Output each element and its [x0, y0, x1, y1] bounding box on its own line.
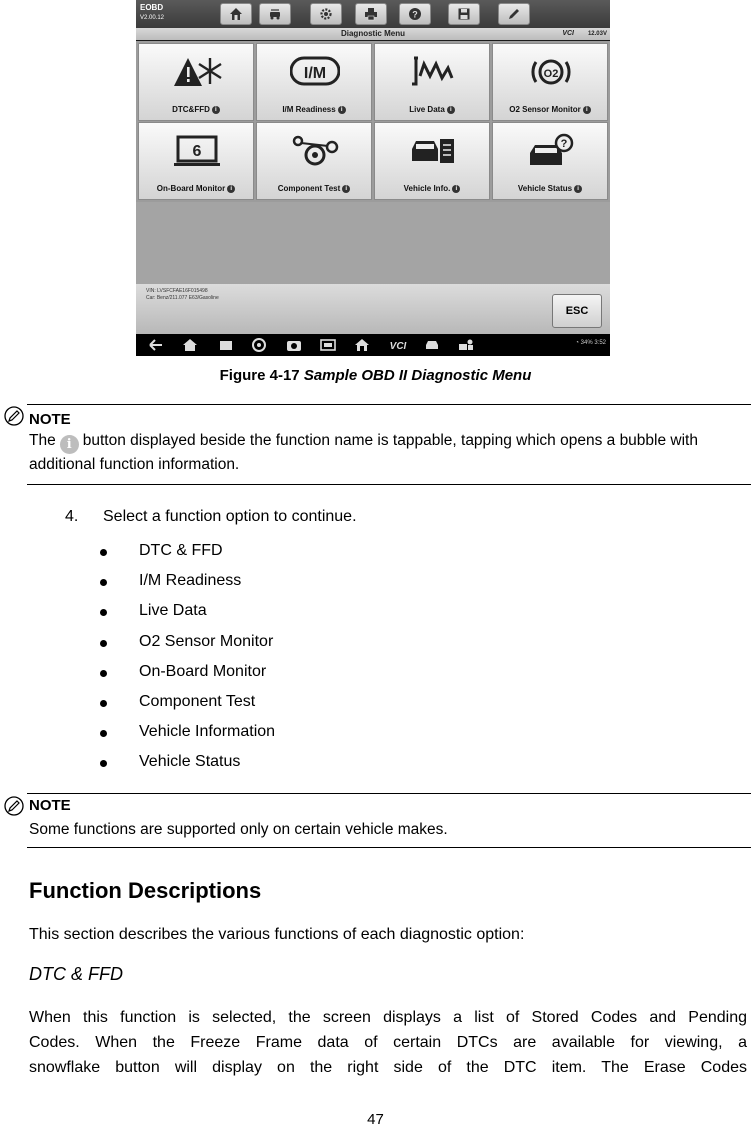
diagnostic-screenshot	[136, 0, 610, 356]
back-icon	[148, 338, 164, 352]
list-item: I/M Readiness	[97, 572, 275, 602]
browser-icon	[251, 338, 267, 352]
list-item: Live Data	[97, 602, 275, 632]
pencil-note-icon	[4, 796, 24, 816]
step-item	[65, 508, 357, 526]
note-text: Some functions are supported only on certain vehicle makes.	[29, 821, 448, 838]
tile-label: On-Board Monitor i	[139, 184, 253, 193]
info-icon[interactable]: i	[452, 185, 460, 193]
display-button[interactable]	[320, 338, 336, 352]
vehicle-info-footer	[136, 284, 610, 334]
system-nav-bar	[136, 334, 610, 356]
live-data-icon	[408, 54, 458, 96]
android-home-button[interactable]	[182, 338, 198, 352]
warning-snowflake-icon	[172, 54, 222, 96]
camera-icon	[286, 338, 302, 352]
tile-dtc-ffd[interactable]	[138, 43, 254, 121]
function-grid	[136, 41, 610, 202]
car-text: Car: Benz/211.077 E63/Gasoline	[146, 295, 219, 301]
settings-button[interactable]	[310, 3, 342, 25]
info-icon[interactable]: i	[227, 185, 235, 193]
info-icon[interactable]: i	[342, 185, 350, 193]
esc-button[interactable]: ESC	[552, 294, 602, 328]
app-name: EOBD	[140, 3, 164, 12]
divider	[27, 404, 751, 405]
note-title: NOTE	[29, 411, 71, 428]
step-text: Select a function option to continue.	[103, 508, 357, 525]
battery-voltage: 12.03V	[587, 31, 607, 37]
tile-im-readiness[interactable]	[256, 43, 372, 121]
svg-text:I/M: I/M	[303, 65, 327, 82]
list-item: DTC & FFD	[97, 542, 275, 572]
tile-label: Vehicle Status i	[493, 184, 607, 193]
info-icon[interactable]: i	[583, 106, 591, 114]
svg-text:O2: O2	[543, 68, 559, 80]
recent-apps-button[interactable]	[218, 338, 234, 352]
edit-button[interactable]	[498, 3, 530, 25]
info-icon: i	[60, 435, 79, 454]
note-title: NOTE	[29, 797, 71, 814]
save-button[interactable]	[448, 3, 480, 25]
function-list	[97, 542, 275, 784]
list-item: Component Test	[97, 693, 275, 723]
body-line: When this function is selected, the screen displays a list of Stored Codes and Pending	[29, 1009, 747, 1026]
battery-clock: 34% 3:52	[580, 340, 606, 346]
vci-indicator: VCI	[562, 30, 574, 37]
section-title: Function Descriptions	[29, 878, 262, 903]
display-icon	[320, 338, 336, 352]
vci-icon	[386, 338, 410, 352]
edit-icon	[507, 7, 521, 21]
section-intro: This section describes the various functions of each diagnostic option:	[29, 926, 525, 943]
body-line: Codes. When the Freeze Frame data of certain DTCs are available for viewing, a	[29, 1034, 747, 1051]
vehicle-swap-button[interactable]	[259, 3, 291, 25]
svg-text:?: ?	[412, 9, 418, 20]
maxisys-home-icon	[354, 338, 370, 352]
svg-text:6: 6	[192, 143, 202, 160]
list-item: On-Board Monitor	[97, 663, 275, 693]
page-number: 47	[367, 1111, 384, 1128]
list-item: Vehicle Information	[97, 723, 275, 753]
back-button[interactable]	[148, 338, 164, 352]
tile-live-data[interactable]	[374, 43, 490, 121]
figure-number: Figure 4-17	[219, 367, 304, 384]
tile-label: O2 Sensor Monitor i	[493, 105, 607, 114]
tile-o2-sensor-monitor[interactable]	[492, 43, 608, 121]
save-icon	[457, 7, 471, 21]
tile-label: I/M Readiness i	[257, 105, 371, 114]
vehicle-icon	[424, 338, 440, 352]
print-icon	[364, 7, 378, 21]
content-area	[136, 202, 610, 284]
maxisys-home-button[interactable]	[354, 338, 370, 352]
info-icon[interactable]: i	[212, 106, 220, 114]
tile-vehicle-info[interactable]	[374, 122, 490, 200]
divider	[27, 847, 751, 848]
subsection-title: DTC & FFD	[29, 964, 123, 984]
tile-on-board-monitor[interactable]	[138, 122, 254, 200]
step-number: 4.	[65, 508, 79, 525]
tile-label: Live Data i	[375, 105, 489, 114]
component-icon	[290, 133, 340, 175]
figure-caption	[0, 367, 751, 384]
info-icon[interactable]: i	[447, 106, 455, 114]
home-icon	[182, 338, 198, 352]
divider	[27, 793, 751, 794]
note-text: The i button displayed beside the function name is tappable, tapping which opens a bubble with additional function information.	[29, 432, 698, 473]
body-line: snowflake button will display on the right side of the DTC item. The Erase Codes	[29, 1059, 747, 1076]
help-icon	[408, 7, 422, 21]
settings-icon	[319, 7, 333, 21]
o2-sensor-icon	[526, 54, 576, 96]
pencil-note-icon	[4, 406, 24, 426]
tile-label: DTC&FFD i	[139, 105, 253, 114]
print-button[interactable]	[355, 3, 387, 25]
vci-button[interactable]	[386, 338, 410, 352]
monitor-icon	[172, 133, 222, 175]
tile-component-test[interactable]	[256, 122, 372, 200]
tile-vehicle-status[interactable]	[492, 122, 608, 200]
divider	[27, 484, 751, 485]
remote-desk-icon	[458, 338, 474, 352]
svg-text:?: ?	[560, 138, 568, 150]
vehicle-info-icon	[408, 133, 458, 175]
info-icon[interactable]: i	[574, 185, 582, 193]
remote-desk-button[interactable]	[458, 338, 474, 352]
vehicle-button[interactable]	[424, 338, 440, 352]
vehicle-swap-icon	[268, 7, 282, 21]
top-toolbar	[136, 0, 610, 28]
list-item: Vehicle Status	[97, 753, 275, 783]
menu-title: Diagnostic Menu	[340, 29, 405, 38]
recent-apps-icon	[218, 338, 234, 352]
help-button[interactable]	[399, 3, 431, 25]
info-icon[interactable]: i	[338, 106, 346, 114]
home-button[interactable]	[220, 3, 252, 25]
browser-button[interactable]	[251, 338, 267, 352]
wifi-icon: ◔	[575, 340, 581, 346]
figure-title: Sample OBD II Diagnostic Menu	[303, 367, 532, 384]
vin-text: VIN: LVSFCFAE16F015498	[146, 288, 208, 294]
list-item: O2 Sensor Monitor	[97, 633, 275, 663]
status-bar	[575, 340, 606, 346]
app-version: V2.00.12	[140, 15, 165, 21]
im-icon	[290, 54, 340, 96]
svg-text:VCI: VCI	[389, 341, 407, 352]
vehicle-details	[146, 288, 219, 302]
app-brand	[140, 3, 164, 23]
tile-label: Component Test i	[257, 184, 371, 193]
menu-title-bar	[136, 28, 610, 40]
tile-label: Vehicle Info. i	[375, 184, 489, 193]
vehicle-status-icon	[526, 133, 576, 175]
camera-button[interactable]	[286, 338, 302, 352]
home-icon	[229, 7, 243, 21]
